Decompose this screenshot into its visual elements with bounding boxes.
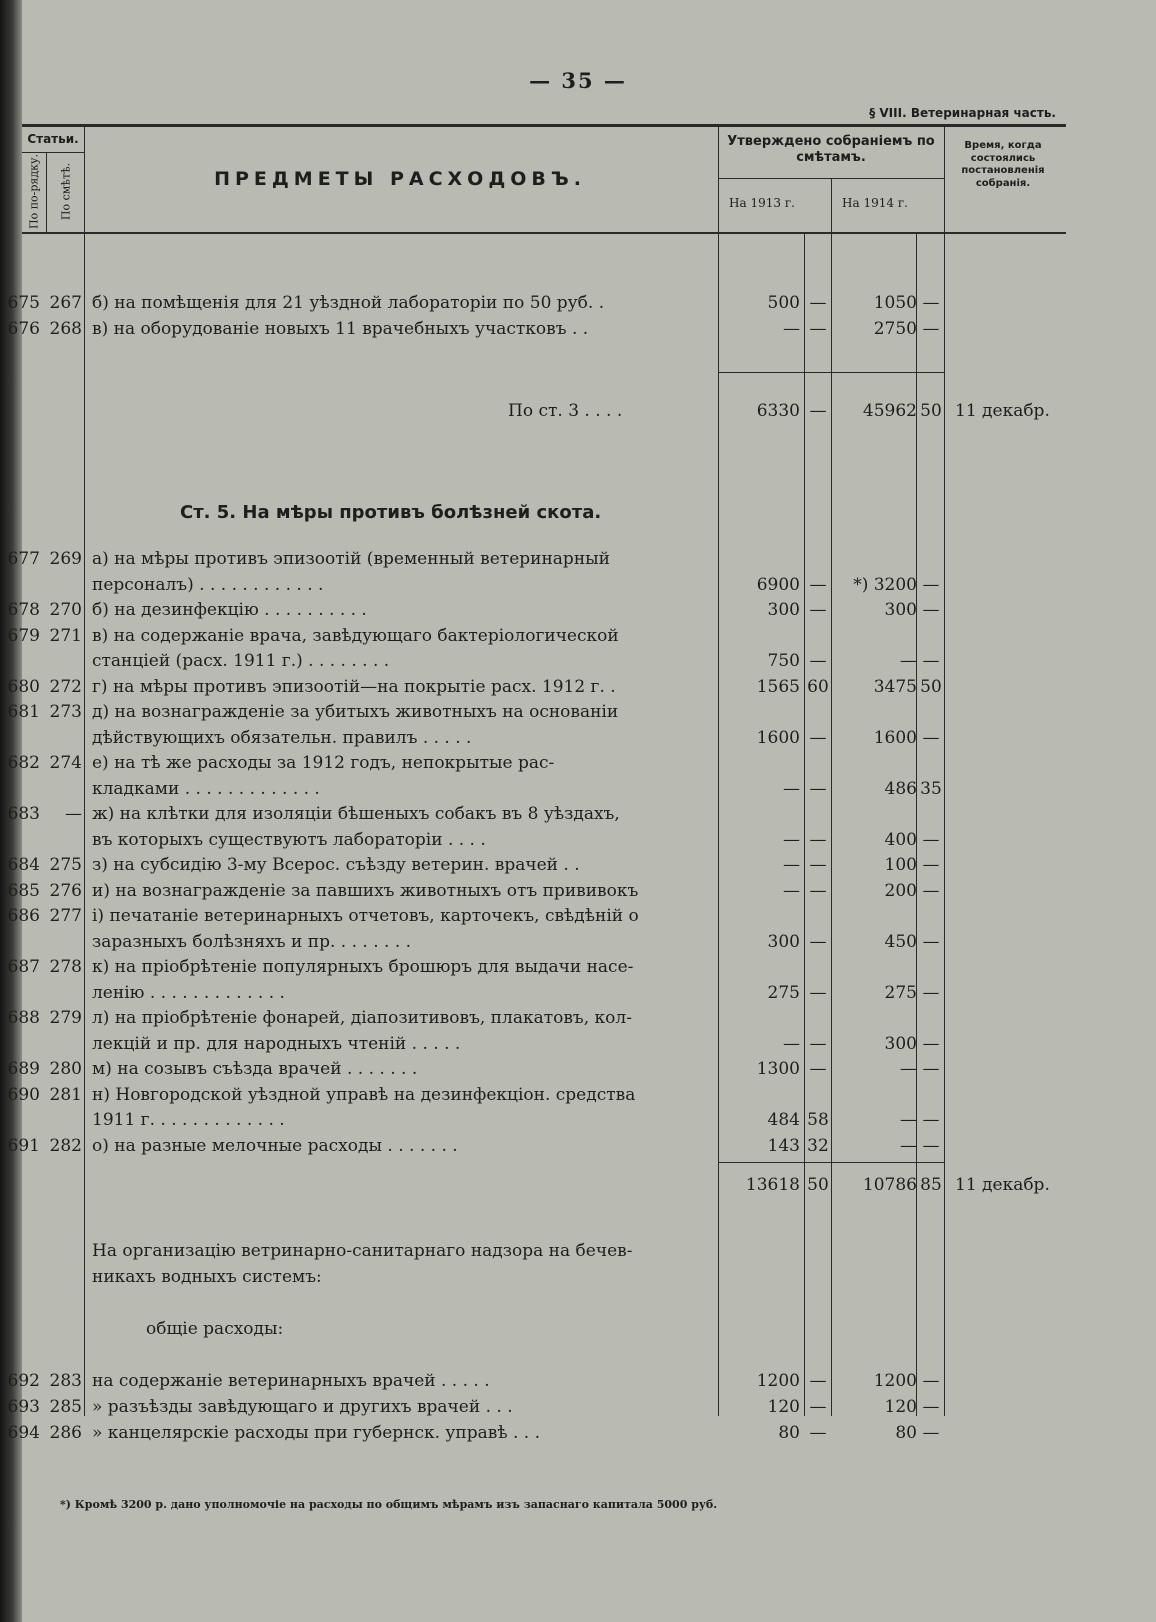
row-1913-kop: — <box>809 651 827 671</box>
row-order-number: 689 <box>7 1059 40 1079</box>
table-row <box>0 827 1156 853</box>
table-row <box>0 572 1156 598</box>
row-estimate-number: 277 <box>49 906 82 926</box>
org-text-2: никахъ водныхъ системъ: <box>92 1267 322 1287</box>
header-by-estimate: По смѣтѣ. <box>59 162 73 221</box>
row-text: в) на оборудованіе новыхъ 11 врачебныхъ участковъ . . <box>92 319 589 339</box>
row-1914-rub: 486 <box>884 778 917 799</box>
row-1913-kop: — <box>809 1371 827 1391</box>
row-1914-rub: — <box>900 1135 917 1156</box>
row-1913-rub: 1600 <box>756 727 800 748</box>
row-1914-kop: — <box>922 293 940 313</box>
total-st3-time: 11 декабр. <box>955 401 1050 421</box>
org-line-2 <box>0 1264 1156 1290</box>
table-row <box>0 699 1156 725</box>
row-order-number: 691 <box>7 1135 40 1156</box>
table-row <box>0 954 1156 980</box>
row-1914-kop: — <box>922 319 940 339</box>
row-estimate-number: 279 <box>49 1008 82 1028</box>
row-estimate-number: 286 <box>49 1423 82 1443</box>
row-text: і) печатаніе ветеринарныхъ отчетовъ, карточекъ, свѣдѣній о <box>92 906 639 926</box>
row-1913-kop: — <box>809 931 827 952</box>
header-by-order: По по-рядку. <box>27 154 41 229</box>
row-text: кладками . . . . . . . . . . . . . <box>92 778 320 799</box>
row-1913-kop: — <box>809 600 827 620</box>
org-line-1 <box>0 1238 1156 1264</box>
table-row <box>0 290 1156 316</box>
row-order-number: 683 <box>7 804 40 824</box>
row-1914-kop: — <box>922 855 940 875</box>
total-st3-1913-kop: — <box>809 401 827 421</box>
table-row <box>0 623 1156 649</box>
row-order-number: 687 <box>7 957 40 977</box>
total-label-st3: По ст. 3 . . . . <box>508 401 623 421</box>
row-text: лекцій и пр. для народныхъ чтеній . . . . . <box>92 1033 461 1054</box>
row-1913-kop: — <box>809 1059 827 1079</box>
row-1914-kop: — <box>922 1423 940 1443</box>
row-text: д) на вознагражденіе за убитыхъ животныхъ на основаніи <box>92 702 619 722</box>
row-estimate-number: 273 <box>49 702 82 722</box>
row-1913-kop: — <box>809 982 827 1003</box>
row-text: на содержаніе ветеринарныхъ врачей . . . . . <box>92 1371 490 1391</box>
row-text: б) на дезинфекцію . . . . . . . . . . <box>92 600 367 620</box>
header-1913: На 1913 г. <box>729 196 795 210</box>
table-row <box>0 1005 1156 1031</box>
row-1914-rub: 3475 <box>873 676 917 697</box>
table-row <box>0 546 1156 572</box>
header-bottom-rule <box>22 232 1066 234</box>
row-text: 1911 г. . . . . . . . . . . . . <box>92 1110 285 1130</box>
row-order-number: 690 <box>7 1084 40 1105</box>
row-order-number: 679 <box>7 625 40 646</box>
row-1914-rub: 1200 <box>873 1371 917 1391</box>
total-st5-1914-kop: 85 <box>920 1175 942 1195</box>
row-1913-rub: 6900 <box>756 574 800 595</box>
row-1913-kop: — <box>809 829 827 850</box>
row-order-number: 676 <box>7 319 40 339</box>
table-row <box>0 1368 1156 1394</box>
row-1913-kop: — <box>809 727 827 748</box>
row-order-number: 684 <box>7 855 40 875</box>
row-1914-rub: — <box>900 1110 917 1130</box>
section-heading-st5: Ст. 5. На мѣры противъ болѣзней скота. <box>180 502 602 523</box>
row-1913-kop: — <box>809 574 827 595</box>
row-order-number: 681 <box>7 702 40 722</box>
row-estimate-number: 270 <box>49 600 82 620</box>
general-expenses-label: общіе расходы: <box>146 1319 284 1339</box>
table-row <box>0 725 1156 751</box>
row-1913-rub: 1565 <box>756 676 800 697</box>
table-row <box>0 1394 1156 1420</box>
row-estimate-number: — <box>65 804 82 824</box>
table-row <box>0 316 1156 342</box>
row-1913-rub: 80 <box>778 1423 800 1443</box>
row-1913-kop: 60 <box>807 676 829 697</box>
total-st5-time: 11 декабр. <box>955 1175 1050 1195</box>
row-estimate-number: 278 <box>49 957 82 977</box>
header-1914: На 1914 г. <box>842 196 908 210</box>
table-row <box>0 929 1156 955</box>
row-1914-rub: 200 <box>884 880 917 901</box>
row-estimate-number: 272 <box>49 676 82 697</box>
row-1914-rub: *) 3200 <box>853 574 917 595</box>
total-st3-1914-rub: 45962 <box>862 401 917 421</box>
row-1913-rub: 750 <box>767 651 800 671</box>
table-row <box>0 852 1156 878</box>
row-1913-kop: — <box>809 778 827 799</box>
row-1914-rub: 275 <box>884 982 917 1003</box>
row-1914-kop: — <box>922 1033 940 1054</box>
row-1913-kop: — <box>809 880 827 901</box>
row-1913-kop: 58 <box>807 1110 829 1130</box>
row-1913-rub: 484 <box>767 1110 800 1130</box>
row-order-number: 688 <box>7 1008 40 1028</box>
row-text: л) на пріобрѣтеніе фонарей, діапозитивовъ, плакатовъ, кол- <box>92 1008 632 1028</box>
row-order-number: 685 <box>7 880 40 901</box>
row-text: з) на субсидію 3-му Всерос. съѣзду ветерин. врачей . . <box>92 855 580 875</box>
table-row <box>0 903 1156 929</box>
row-estimate-number: 285 <box>49 1397 82 1417</box>
row-1913-rub: — <box>783 855 800 875</box>
row-order-number: 686 <box>7 906 40 926</box>
row-1914-kop: — <box>922 829 940 850</box>
row-text: ленію . . . . . . . . . . . . . <box>92 982 285 1003</box>
row-1914-rub: 2750 <box>873 319 917 339</box>
row-order-number: 692 <box>7 1371 40 1391</box>
row-1914-kop: — <box>922 1371 940 1391</box>
row-estimate-number: 268 <box>49 319 82 339</box>
row-1914-kop: 50 <box>920 676 942 697</box>
page-number: — 35 — <box>529 68 627 93</box>
row-text: м) на созывъ съѣзда врачей . . . . . . . <box>92 1059 418 1079</box>
row-1913-rub: — <box>783 319 800 339</box>
row-estimate-number: 281 <box>49 1084 82 1105</box>
subtotal-rule-st5 <box>718 1162 944 1163</box>
row-1913-rub: — <box>783 829 800 850</box>
row-order-number: 693 <box>7 1397 40 1417</box>
table-row <box>0 878 1156 904</box>
row-1914-kop: — <box>922 1059 940 1079</box>
table-row <box>0 776 1156 802</box>
row-text: к) на пріобрѣтеніе популярныхъ брошюръ для выдачи насе- <box>92 957 634 977</box>
row-1914-rub: 450 <box>884 931 917 952</box>
row-1914-rub: — <box>900 651 917 671</box>
row-1914-rub: 1600 <box>873 727 917 748</box>
table-row <box>0 674 1156 700</box>
row-text: заразныхъ болѣзняхъ и пр. . . . . . . . <box>92 931 412 952</box>
row-1913-rub: 300 <box>767 600 800 620</box>
total-st3-1914-kop: 50 <box>920 401 942 421</box>
table-top-rule <box>22 124 1066 127</box>
row-1914-kop: — <box>922 1397 940 1417</box>
footnote: *) Кромѣ 3200 р. дано уполномочіе на расходы по общимъ мѣрамъ изъ запаснаго капитала 5000 руб. <box>60 1498 718 1511</box>
row-1913-rub: 1300 <box>756 1059 800 1079</box>
table-row <box>0 1056 1156 1082</box>
row-1913-kop: — <box>809 1397 827 1417</box>
header-subjects: ПРЕДМЕТЫ РАСХОДОВЪ. <box>214 168 586 190</box>
row-text: станціей (расх. 1911 г.) . . . . . . . . <box>92 651 390 671</box>
row-1914-kop: — <box>922 880 940 901</box>
row-1913-kop: — <box>809 293 827 313</box>
total-row-st3 <box>0 398 1156 424</box>
table-row <box>0 597 1156 623</box>
row-text: г) на мѣры противъ эпизоотій—на покрытіе расх. 1912 г. . <box>92 676 616 697</box>
row-1914-kop: — <box>922 600 940 620</box>
row-order-number: 694 <box>7 1423 40 1443</box>
row-1914-rub: 300 <box>884 600 917 620</box>
row-order-number: 677 <box>7 549 40 569</box>
table-row <box>0 1107 1156 1133</box>
row-1913-rub: — <box>783 880 800 901</box>
row-estimate-number: 280 <box>49 1059 82 1079</box>
row-1914-rub: 400 <box>884 829 917 850</box>
row-order-number: 678 <box>7 600 40 620</box>
row-estimate-number: 276 <box>49 880 82 901</box>
table-row <box>0 1082 1156 1108</box>
general-expenses-row <box>0 1316 1156 1342</box>
row-1913-kop: — <box>809 1423 827 1443</box>
row-estimate-number: 282 <box>49 1135 82 1156</box>
row-1913-kop: — <box>809 1033 827 1054</box>
row-1914-kop: — <box>922 574 940 595</box>
row-order-number: 675 <box>7 293 40 313</box>
row-estimate-number: 267 <box>49 293 82 313</box>
row-1914-kop: — <box>922 651 940 671</box>
row-1913-rub: 300 <box>767 931 800 952</box>
header-time: Время, когда состоялись постановленія собранія. <box>961 140 1045 189</box>
row-1914-rub: 100 <box>884 855 917 875</box>
row-1913-rub: — <box>783 778 800 799</box>
table-row <box>0 750 1156 776</box>
row-text: » разъѣзды завѣдующаго и другихъ врачей . . . <box>92 1397 513 1417</box>
row-estimate-number: 271 <box>49 625 82 646</box>
row-1913-rub: 500 <box>767 293 800 313</box>
row-text: н) Новгородской уѣздной управѣ на дезинфекціон. средства <box>92 1084 636 1105</box>
row-1914-rub: 80 <box>895 1423 917 1443</box>
org-text-1: На организацію ветринарно-санитарнаго надзора на бечев- <box>92 1241 633 1261</box>
row-text: о) на разные мелочные расходы . . . . . . . <box>92 1135 458 1156</box>
table-row <box>0 1031 1156 1057</box>
row-1913-kop: 32 <box>807 1135 829 1156</box>
row-text: въ которыхъ существуютъ лабораторіи . . . . <box>92 829 486 850</box>
row-1913-rub: 143 <box>767 1135 800 1156</box>
row-1914-rub: 300 <box>884 1033 917 1054</box>
row-text: дѣйствующихъ обязательн. правилъ . . . . . <box>92 727 472 748</box>
row-1914-rub: — <box>900 1059 917 1079</box>
row-estimate-number: 283 <box>49 1371 82 1391</box>
header-approved: Утверждено собраніемъ по смѣтамъ. <box>727 134 935 166</box>
section-title: § VIII. Ветеринарная часть. <box>869 106 1056 120</box>
row-1913-rub: 120 <box>767 1397 800 1417</box>
row-text: е) на тѣ же расходы за 1912 годъ, непокрытые рас- <box>92 753 555 773</box>
row-text: персоналъ) . . . . . . . . . . . . <box>92 574 324 595</box>
total-st3-1913-rub: 6330 <box>756 401 800 421</box>
row-1914-kop: — <box>922 1110 940 1130</box>
total-st5-1914-rub: 10786 <box>862 1175 917 1195</box>
row-1914-kop: — <box>922 727 940 748</box>
row-1914-kop: 35 <box>920 778 942 799</box>
total-row-st5 <box>0 1172 1156 1198</box>
table-row <box>0 801 1156 827</box>
row-estimate-number: 275 <box>49 855 82 875</box>
row-text: б) на помѣщенія для 21 уѣздной лабораторіи по 50 руб. . <box>92 293 605 313</box>
row-order-number: 682 <box>7 753 40 773</box>
subtotal-rule-st3 <box>718 372 944 373</box>
row-1914-kop: — <box>922 1135 940 1156</box>
row-estimate-number: 274 <box>49 753 82 773</box>
total-st5-1913-kop: 50 <box>807 1175 829 1195</box>
table-row <box>0 648 1156 674</box>
table-row <box>0 1420 1156 1446</box>
row-1913-rub: 1200 <box>756 1371 800 1391</box>
row-order-number: 680 <box>7 676 40 697</box>
total-st5-1913-rub: 13618 <box>745 1175 800 1195</box>
header-articles: Статьи. <box>27 132 79 146</box>
row-1914-rub: 120 <box>884 1397 917 1417</box>
row-estimate-number: 269 <box>49 549 82 569</box>
table-row <box>0 980 1156 1006</box>
row-text: » канцелярскіе расходы при губернск. управѣ . . . <box>92 1423 541 1443</box>
row-1913-rub: 275 <box>767 982 800 1003</box>
row-1913-rub: — <box>783 1033 800 1054</box>
row-text: и) на вознагражденіе за павшихъ животныхъ отъ прививокъ <box>92 880 639 901</box>
col-divider-1 <box>46 152 47 232</box>
row-1913-kop: — <box>809 319 827 339</box>
row-1914-rub: 1050 <box>873 293 917 313</box>
row-1914-kop: — <box>922 982 940 1003</box>
row-text: а) на мѣры противъ эпизоотій (временный ветеринарный <box>92 549 611 569</box>
table-row <box>0 1133 1156 1159</box>
row-text: в) на содержаніе врача, завѣдующаго бактеріологической <box>92 625 619 646</box>
row-1914-kop: — <box>922 931 940 952</box>
row-text: ж) на клѣтки для изоляціи бѣшеныхъ собакъ въ 8 уѣздахъ, <box>92 804 620 824</box>
row-1913-kop: — <box>809 855 827 875</box>
